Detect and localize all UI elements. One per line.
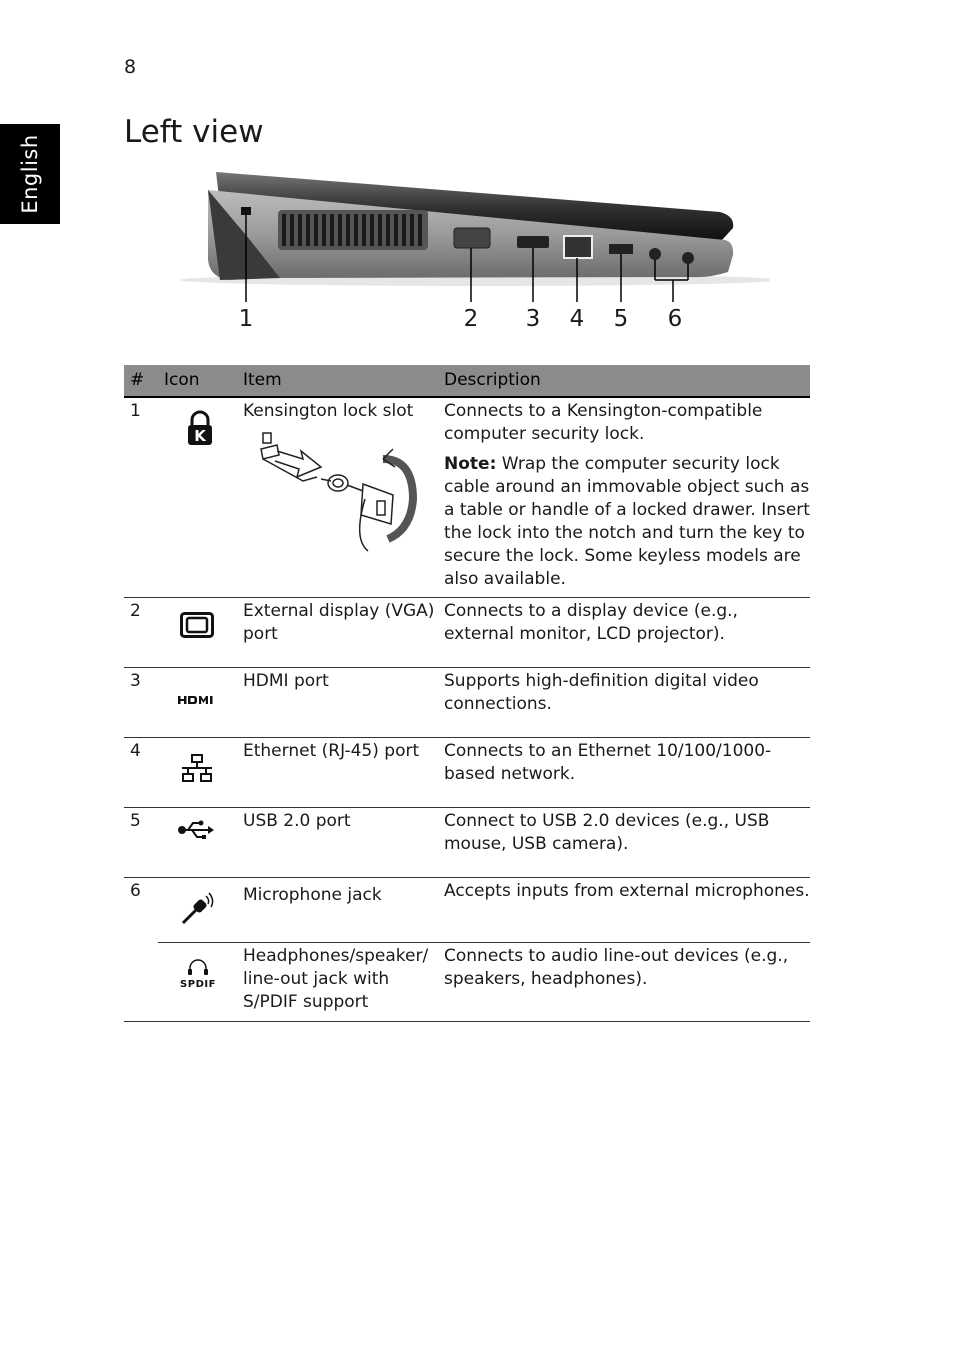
row-item: USB 2.0 port [243, 810, 351, 831]
ports-table [124, 365, 810, 1022]
callout-4: 4 [569, 306, 585, 332]
usb-icon [178, 818, 216, 840]
row-number: 5 [130, 810, 141, 831]
row-item: Microphone jack [237, 877, 438, 942]
row-item: HDMI port [243, 670, 329, 691]
note-text: Wrap the computer security lock cable around an immovable object such as a table or handle of a locked drawer. Insert the lock into the notch and turn the key to secure the lock. Some keyless models are also available. [444, 454, 810, 589]
callout-2: 2 [463, 306, 479, 332]
headphones-spdif-icon [176, 959, 220, 989]
row-number: 1 [130, 401, 141, 421]
note-label: Note: [444, 454, 497, 474]
table-row [124, 397, 810, 597]
table-header-row [124, 365, 810, 397]
row-item: Ethernet (RJ-45) port [243, 740, 420, 761]
header-icon: Icon [158, 365, 237, 397]
hdmi-icon [178, 694, 216, 706]
row-description: Connects to a Kensington-compatible computer security lock. [444, 401, 763, 444]
page-number: 8 [124, 56, 137, 78]
row-description: Connects to a display device (e.g., external monitor, LCD projector). [444, 600, 738, 644]
svg-text:K: K [194, 427, 206, 445]
table-row [124, 877, 810, 942]
callout-1: 1 [238, 306, 254, 332]
row-description: Connect to USB 2.0 devices (e.g., USB mouse, USB camera). [444, 810, 770, 854]
table-row [124, 597, 810, 667]
language-tab [0, 124, 60, 224]
page-title: Left view [124, 114, 264, 150]
row-description: Connects to an Ethernet 10/100/1000-based network. [444, 740, 772, 784]
row-item: Headphones/speaker/ line-out jack with S/PDIF support [243, 945, 429, 1012]
row-item: Kensington lock slot [243, 401, 414, 421]
callout-3: 3 [525, 306, 541, 332]
row-number: 4 [130, 740, 141, 761]
table-row [124, 667, 810, 737]
kensington-lock-icon [186, 410, 214, 446]
row-description: Accepts inputs from external microphones. [438, 877, 810, 942]
table-row [124, 942, 810, 1021]
table-row [124, 737, 810, 807]
row-item: External display (VGA) port [243, 600, 435, 644]
table-row [124, 807, 810, 877]
row-number: 2 [130, 600, 141, 621]
callout-6: 6 [667, 306, 683, 332]
vga-icon [180, 612, 214, 638]
callout-5: 5 [613, 306, 629, 332]
header-description: Description [438, 365, 810, 397]
language-tab-label: English [18, 134, 42, 214]
header-item: Item [237, 365, 438, 397]
header-num: # [124, 365, 158, 397]
row-number: 6 [130, 880, 141, 901]
kensington-lock-usage-illustration [243, 429, 423, 554]
ethernet-icon [180, 754, 214, 782]
spdif-label: SPDIF [180, 978, 216, 989]
row-description: Supports high-definition digital video connections. [444, 670, 759, 714]
row-description: Connects to audio line-out devices (e.g., speakers, headphones). [444, 945, 789, 989]
row-number: 3 [130, 670, 141, 691]
microphone-icon [180, 892, 216, 926]
